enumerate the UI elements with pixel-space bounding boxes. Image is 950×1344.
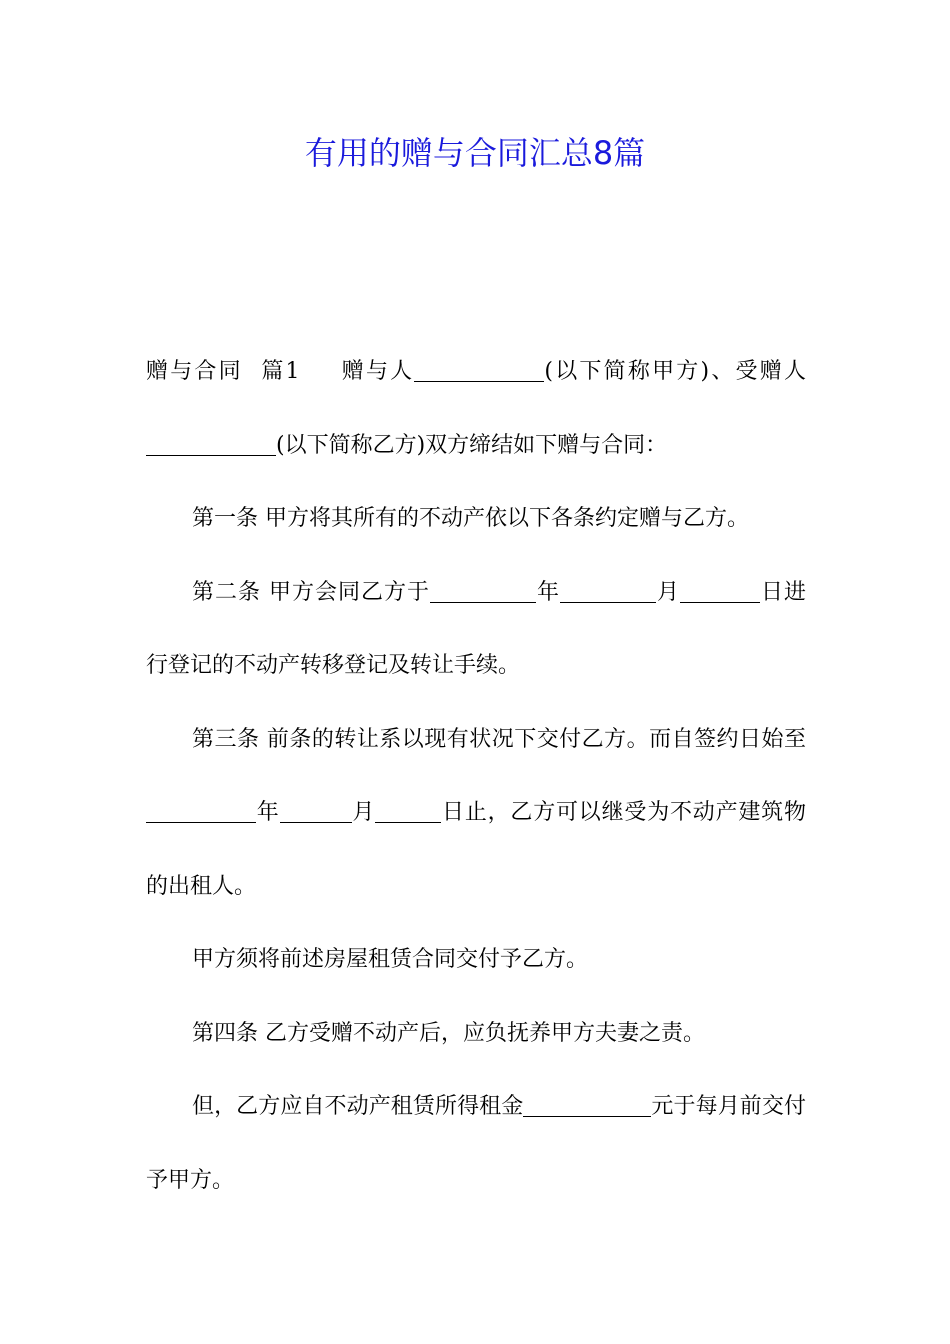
article-4: 第四条 乙方受赠不动产后，应负抚养甲方夫妻之责。 [192, 1020, 705, 1046]
lease-handover-paragraph: 甲方须将前述房屋租赁合同交付予乙方。 [192, 947, 589, 972]
contract-heading: 赠与合同 [146, 359, 243, 384]
day-blank-2 [375, 798, 441, 823]
donor-alias-text: (以下简称甲方)、受赠人 [544, 359, 806, 384]
article-2-text-d: 日进行登记的不动产转移登记及转让手续。 [146, 579, 806, 678]
part-label: 篇1 [261, 359, 300, 384]
article-3 [146, 703, 806, 924]
year-label: 年 [535, 579, 560, 605]
article-2-text-a: 第二条 甲方会同乙方于 [192, 579, 430, 605]
donor-label: 赠与人 [339, 359, 415, 384]
rent-text-b: 元于每月前交付予甲方。 [146, 1094, 806, 1193]
article-3-text-d: 日止，乙方可以继受为不动产建筑物的出租人。 [146, 800, 806, 899]
donor-name-blank [414, 357, 544, 382]
year-blank [430, 578, 536, 603]
article-2 [146, 556, 806, 703]
donee-name-blank [146, 431, 276, 456]
month-blank-2 [280, 798, 352, 823]
contract-body [146, 335, 806, 1217]
rent-text-a: 但，乙方应自不动产租赁所得租金 [192, 1094, 524, 1119]
day-blank [680, 578, 760, 603]
month-label-2: 月 [351, 800, 376, 825]
document-title: 有用的赠与合同汇总8篇 [304, 134, 646, 172]
contract-paragraph-intro [146, 335, 806, 482]
article-1: 第一条 甲方将其所有的不动产依以下各条约定赠与乙方。 [192, 506, 749, 531]
rent-paragraph [146, 1070, 806, 1217]
article-3-text-a: 第三条 前条的转让系以现有状况下交付乙方。而自签约日始至 [192, 726, 806, 752]
donee-alias-text: (以下简称乙方)双方缔结如下赠与合同： [276, 432, 668, 458]
year-blank-2 [146, 798, 256, 823]
rent-amount-blank [523, 1092, 651, 1117]
month-blank [560, 578, 656, 603]
month-label: 月 [655, 579, 680, 605]
year-label-2: 年 [256, 800, 280, 825]
